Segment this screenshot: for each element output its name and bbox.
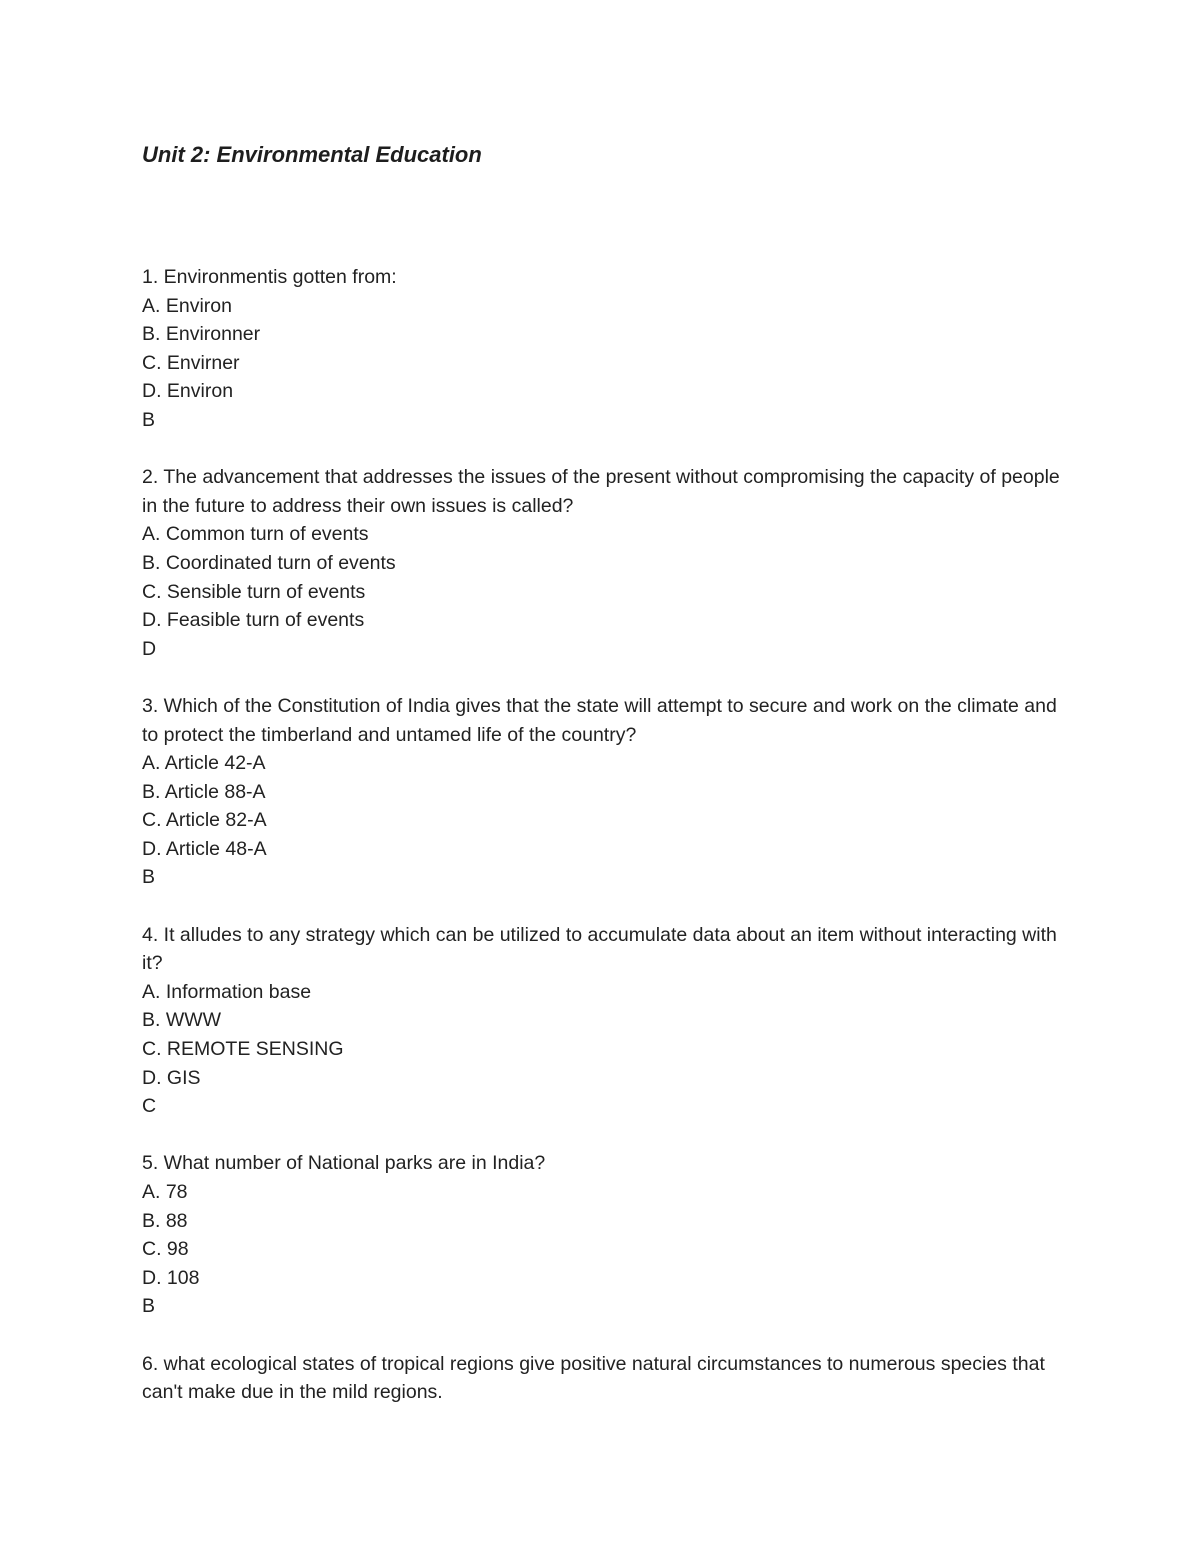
answer: B <box>142 1295 156 1318</box>
question-text: 2. The advancement that addresses the issues of the present without compromising the capacity of people in the future to address their own issues is called? <box>142 466 1060 517</box>
answer: C <box>142 1095 157 1118</box>
question-text: 6. what ecological states of tropical regions give positive natural circumstances to numerous species that can't make due in the mild regions. <box>142 1352 1045 1404</box>
question-text: 4. It alludes to any strategy which can be utilized to accumulate data about an item without interacting with it? <box>142 923 1057 975</box>
option-b: B. 88 <box>142 1209 188 1232</box>
option-c: C. 98 <box>142 1238 189 1261</box>
question-4 <box>142 921 1072 1121</box>
question-5 <box>142 1149 1072 1321</box>
question-list <box>142 263 1072 1407</box>
question-text: 5. What number of National parks are in India? <box>142 1152 546 1175</box>
page-title: Unit 2: Environmental Education <box>142 142 482 167</box>
option-a: A. Information base <box>142 980 312 1003</box>
option-a: A. Common turn of events <box>142 523 369 546</box>
option-d: D. Article 48-A <box>142 837 267 860</box>
option-a: A. 78 <box>142 1181 188 1203</box>
option-b: B. Article 88-A <box>142 780 266 803</box>
answer: B <box>142 408 156 431</box>
option-d: D. GIS <box>142 1066 201 1089</box>
question-text: 3. Which of the Constitution of India gives that the state will attempt to secure and work on the climate and to protect the timberland and untamed life of the country? <box>142 694 1057 746</box>
answer: B <box>142 866 156 889</box>
option-b: B. Coordinated turn of events <box>142 551 396 574</box>
question-2 <box>142 463 1072 663</box>
answer: D <box>142 637 157 660</box>
question-6 <box>142 1350 1072 1407</box>
option-d: D. Environ <box>142 380 234 403</box>
question-text: 1. Environmentis gotten from: <box>142 266 397 288</box>
option-a: A. Article 42-A <box>142 752 266 775</box>
option-c: C. Article 82-A <box>142 809 267 832</box>
document-page <box>142 138 1072 1435</box>
option-b: B. Environner <box>142 323 261 346</box>
option-d: D. 108 <box>142 1266 200 1289</box>
option-c: C. REMOTE SENSING <box>142 1038 344 1061</box>
option-d: D. Feasible turn of events <box>142 609 365 632</box>
option-c: C. Envirner <box>142 351 240 374</box>
option-a: A. Environ <box>142 294 232 317</box>
option-b: B. WWW <box>142 1009 222 1032</box>
option-c: C. Sensible turn of events <box>142 580 366 603</box>
question-1 <box>142 263 1072 435</box>
question-3 <box>142 692 1072 892</box>
